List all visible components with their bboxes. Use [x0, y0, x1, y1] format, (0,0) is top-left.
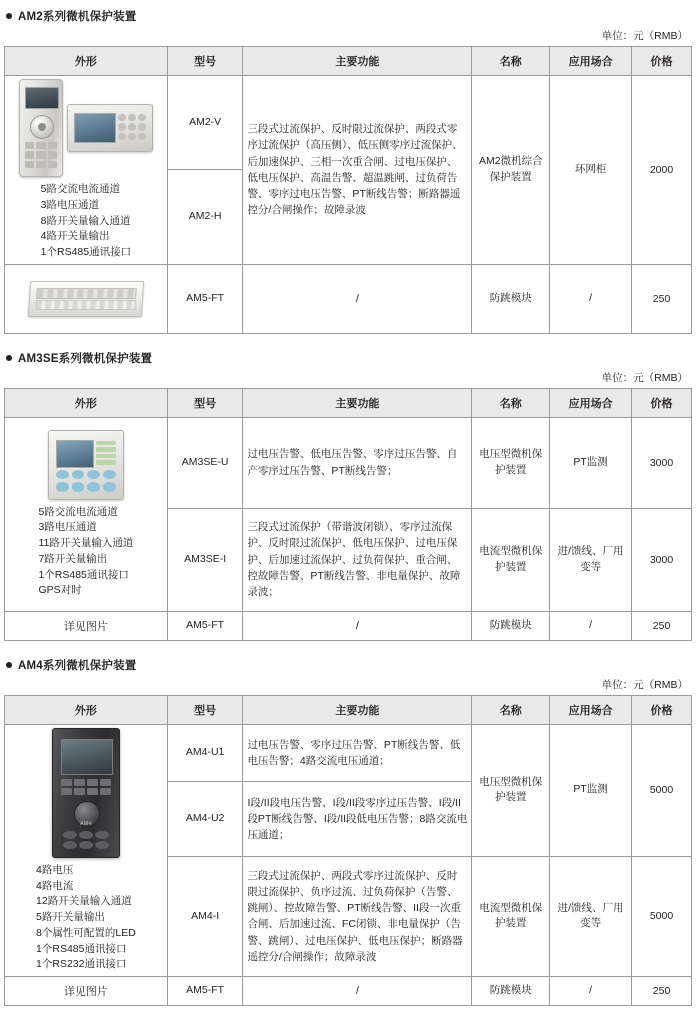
table-am4: [4, 695, 692, 1006]
spec-line: 1个RS232通讯接口: [36, 958, 127, 971]
shape-cell-am4: [5, 724, 168, 976]
place-cell: /: [550, 264, 632, 333]
price-cell: 3000: [632, 417, 692, 508]
model-cell: AM4-U2: [167, 782, 243, 857]
model-cell: AM5-FT: [167, 611, 243, 640]
unit-label-am2: 单位：元（RMB）: [601, 30, 688, 42]
function-cell: 过电压告警、低电压告警、零序过压告警、自产零序过压告警、PT断线告警；: [243, 417, 472, 508]
col-shape: 外形: [5, 695, 168, 724]
col-model: 型号: [167, 388, 243, 417]
function-cell: I段/II段电压告警、I段/II段零序过压告警、I段/II段PT断线告警、I段/II段低电压告警；8路交流电压通道；: [243, 782, 472, 857]
spec-line: 7路开关量输出: [38, 552, 108, 565]
section-title-text: AM2系列微机保护装置: [18, 11, 137, 23]
device-image-am2-v: [19, 79, 63, 177]
section-am3se: [4, 348, 692, 641]
model-cell: AM5-FT: [167, 264, 243, 333]
spec-line: 4路电压: [36, 863, 74, 876]
section-title-am2: [4, 6, 692, 26]
unit-label-am3se: 单位：元（RMB）: [601, 371, 688, 384]
spec-list-am2: [41, 182, 131, 261]
col-place: 应用场合: [550, 47, 632, 76]
name-cell: AM2微机综合保护装置: [472, 76, 550, 265]
spec-line: 11路开关量输入通道: [38, 537, 134, 549]
function-cell: /: [243, 977, 472, 1006]
section-am4: [4, 655, 692, 1006]
spec-line: 8个属性可配置的LED: [36, 926, 136, 939]
device-image-am4: AM4: [52, 728, 120, 858]
name-cell: 防跳模块: [472, 977, 550, 1006]
price-cell: 5000: [632, 856, 692, 976]
price-cell: 250: [632, 611, 692, 640]
model-cell: AM2-H: [167, 170, 243, 264]
table-header-row: [5, 388, 692, 417]
device-image-am5-ft: [28, 281, 145, 317]
function-cell: 三段式过流保护（带谐波闭锁）、零序过流保护、反时限过流保护、低电压保护、过电压保护、后加速过流保护、过负荷保护、重合闸、控故障告警、PT断线告警、非电量保护、故障录波；: [243, 508, 472, 611]
spec-list-am4: [36, 863, 136, 973]
table-header-row: [5, 695, 692, 724]
col-place: 应用场合: [550, 388, 632, 417]
col-model: 型号: [167, 695, 243, 724]
table-row: [5, 724, 692, 781]
unit-label-am4: 单位：元（RMB）: [601, 678, 688, 691]
table-am3se: [4, 388, 692, 641]
spec-line: 4路开关量输出: [40, 230, 110, 243]
col-price: 价格: [632, 695, 692, 724]
name-cell: 防跳模块: [472, 611, 550, 640]
device-images-am2: [19, 79, 153, 177]
shape-cell-ref: 详见图片: [5, 611, 168, 640]
spec-line: 12路开关量输入通道: [36, 895, 132, 908]
function-cell: 三段式过流保护、两段式零序过流保护、反时限过流保护、负序过流、过负荷保护（告警、跳闸）、控故障告警、PT断线告警、II段一次重合闸、后加速过流、FC闭锁、非电量保护（告警、跳闸）、过电压保护、低电压保护；断路器遥控分/合闸操作；故障录波: [243, 856, 472, 976]
price-cell: 250: [632, 264, 692, 333]
col-price: 价格: [632, 47, 692, 76]
name-cell: 电压型微机保护装置: [472, 417, 550, 508]
col-place: 应用场合: [550, 695, 632, 724]
place-cell: /: [550, 611, 632, 640]
model-cell: AM4-U1: [167, 724, 243, 781]
bullet-icon: [6, 355, 12, 361]
shape-cell-ref: 详见图片: [5, 977, 168, 1006]
price-cell: 2000: [632, 76, 692, 265]
shape-cell-am5ft: [5, 264, 168, 333]
table-row: [5, 76, 692, 170]
col-shape: 外形: [5, 388, 168, 417]
spec-line: 8路开关量输入通道: [40, 214, 131, 227]
place-cell: PT监测: [550, 724, 632, 856]
table-row: [5, 977, 692, 1006]
shape-cell-am2: [5, 76, 168, 265]
col-model: 型号: [167, 47, 243, 76]
col-function: 主要功能: [243, 388, 472, 417]
col-name: 名称: [472, 695, 550, 724]
name-cell: 电流型微机保护装置: [472, 508, 550, 611]
spec-line: 5路开关量输出: [36, 911, 105, 923]
bullet-icon: [6, 13, 12, 19]
col-function: 主要功能: [243, 695, 472, 724]
name-cell: 防跳模块: [472, 264, 550, 333]
section-title-am4: [4, 655, 692, 675]
place-cell: 环网柜: [550, 76, 632, 265]
shape-cell-am3se: [5, 417, 168, 611]
col-price: 价格: [632, 388, 692, 417]
place-cell: /: [550, 977, 632, 1006]
section-title-am3se: [4, 348, 692, 368]
spec-line: 5路交流电流通道: [38, 505, 118, 518]
spec-list-am3se: [38, 505, 133, 600]
place-cell: 进/馈线、厂用变等: [550, 856, 632, 976]
function-cell: 过电压告警、零序过压告警、PT断线告警、低电压告警；4路交流电压通道；: [243, 724, 472, 781]
model-cell: AM5-FT: [167, 977, 243, 1006]
spec-line: 1个RS485通讯接口: [40, 246, 132, 258]
col-name: 名称: [472, 47, 550, 76]
section-title-text: AM3SE系列微机保护装置: [18, 352, 153, 365]
place-cell: PT监测: [550, 417, 632, 508]
device-image-am2-h: [67, 104, 153, 152]
spec-line: 1个RS485通讯接口: [38, 568, 129, 581]
spec-line: 1个RS485通讯接口: [36, 942, 127, 955]
model-cell: AM2-V: [167, 76, 243, 170]
col-shape: 外形: [5, 47, 168, 76]
table-row: [5, 264, 692, 333]
table-row: [5, 611, 692, 640]
section-am2: [4, 6, 692, 334]
spec-line: 3路电压通道: [40, 198, 100, 211]
spec-line: 5路交流电流通道: [40, 183, 121, 195]
function-cell: 三段式过流保护、反时限过流保护、两段式零序过流保护（高压侧）、低压侧零序过流保护、后加速保护、三相一次重合闸、过电压保护、低电压保护、高温告警、超温跳闸、过负荷告警、零序过电压告警、PT断线告警；断路器遥控分/合闸操作；故障录波: [243, 76, 472, 265]
price-cell: 250: [632, 977, 692, 1006]
spec-line: GPS对时: [38, 584, 82, 597]
model-cell: AM4-I: [167, 856, 243, 976]
table-row: [5, 417, 692, 508]
table-header-row: [5, 47, 692, 76]
name-cell: 电流型微机保护装置: [472, 856, 550, 976]
col-name: 名称: [472, 388, 550, 417]
model-cell: AM3SE-U: [167, 417, 243, 508]
name-cell: 电压型微机保护装置: [472, 724, 550, 856]
function-cell: /: [243, 611, 472, 640]
price-cell: 5000: [632, 724, 692, 856]
bullet-icon: [6, 662, 12, 668]
place-cell: 进/馈线、厂用变等: [550, 508, 632, 611]
function-cell: /: [243, 264, 472, 333]
section-title-text: AM4系列微机保护装置: [18, 659, 137, 672]
device-image-am3se: [48, 430, 124, 500]
model-cell: AM3SE-I: [167, 508, 243, 611]
spec-line: 4路电流: [36, 879, 74, 892]
price-cell: 3000: [632, 508, 692, 611]
spec-line: 3路电压通道: [38, 521, 97, 534]
table-am2: [4, 46, 692, 334]
col-function: 主要功能: [243, 47, 472, 76]
